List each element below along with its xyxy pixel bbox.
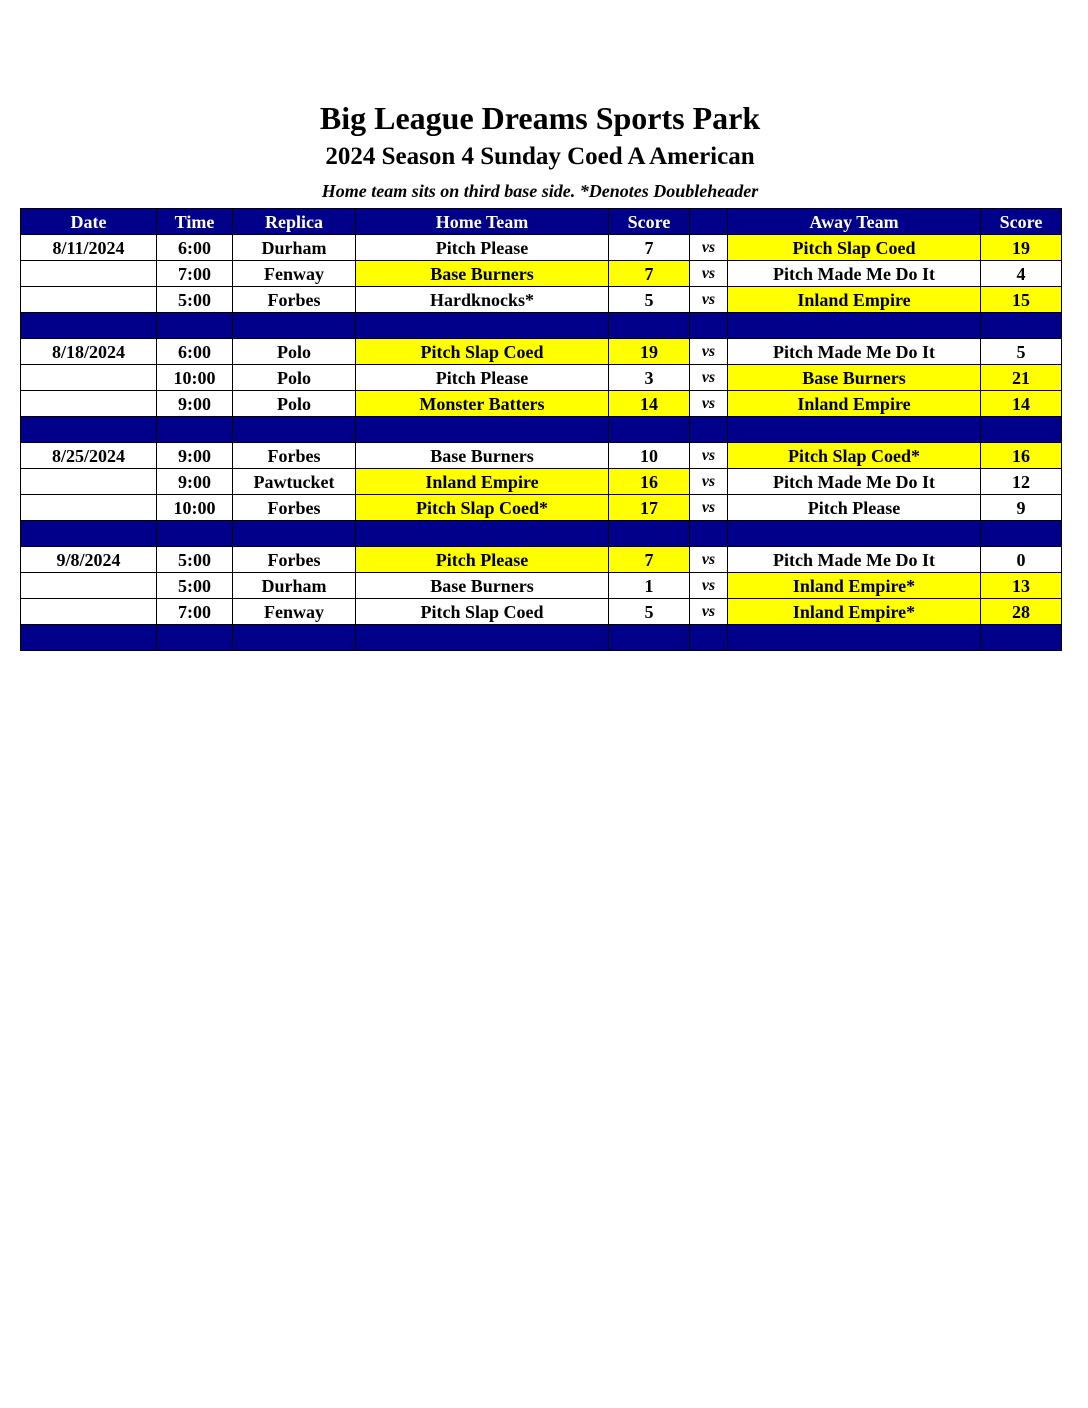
game-date <box>21 495 157 521</box>
home-team: Pitch Slap Coed <box>356 339 609 365</box>
vs-label: vs <box>690 495 728 521</box>
home-team: Pitch Slap Coed* <box>356 495 609 521</box>
game-time: 5:00 <box>157 573 233 599</box>
vs-label: vs <box>690 573 728 599</box>
column-header-away-team: Away Team <box>728 209 981 235</box>
away-score: 19 <box>981 235 1062 261</box>
home-score: 5 <box>609 287 690 313</box>
game-date <box>21 599 157 625</box>
game-replica: Pawtucket <box>233 469 356 495</box>
home-score: 7 <box>609 235 690 261</box>
table-row <box>21 495 1062 521</box>
away-team: Pitch Made Me Do It <box>728 469 981 495</box>
home-score: 7 <box>609 547 690 573</box>
table-row <box>21 547 1062 573</box>
schedule-note: Home team sits on third base side. *Denotes Doubleheader <box>321 181 759 201</box>
table-row <box>21 235 1062 261</box>
game-time: 5:00 <box>157 547 233 573</box>
game-date <box>21 365 157 391</box>
away-score: 4 <box>981 261 1062 287</box>
separator-cell <box>690 521 728 547</box>
page-title: Big League Dreams Sports Park <box>319 100 761 136</box>
table-row <box>21 573 1062 599</box>
away-team: Pitch Slap Coed* <box>728 443 981 469</box>
game-time: 9:00 <box>157 391 233 417</box>
away-score: 12 <box>981 469 1062 495</box>
game-date <box>21 391 157 417</box>
separator-cell <box>981 521 1062 547</box>
separator-cell <box>690 417 728 443</box>
separator-cell <box>233 521 356 547</box>
column-header-vs <box>690 209 728 235</box>
vs-label: vs <box>690 339 728 365</box>
week-separator-row <box>21 625 1062 651</box>
separator-cell <box>609 521 690 547</box>
away-team: Pitch Slap Coed <box>728 235 981 261</box>
game-replica: Polo <box>233 391 356 417</box>
game-date <box>21 261 157 287</box>
game-replica: Durham <box>233 235 356 261</box>
week-separator-row <box>21 417 1062 443</box>
separator-cell <box>609 625 690 651</box>
home-team: Pitch Slap Coed <box>356 599 609 625</box>
game-time: 9:00 <box>157 469 233 495</box>
separator-cell <box>356 625 609 651</box>
separator-cell <box>356 521 609 547</box>
game-replica: Polo <box>233 339 356 365</box>
game-time: 6:00 <box>157 235 233 261</box>
separator-cell <box>981 625 1062 651</box>
separator-cell <box>21 521 157 547</box>
away-team: Inland Empire* <box>728 599 981 625</box>
table-row <box>21 443 1062 469</box>
game-time: 10:00 <box>157 495 233 521</box>
vs-label: vs <box>690 547 728 573</box>
game-replica: Fenway <box>233 261 356 287</box>
separator-cell <box>609 417 690 443</box>
away-score: 13 <box>981 573 1062 599</box>
away-team: Inland Empire <box>728 391 981 417</box>
separator-cell <box>690 313 728 339</box>
home-score: 17 <box>609 495 690 521</box>
away-score: 28 <box>981 599 1062 625</box>
away-score: 15 <box>981 287 1062 313</box>
vs-label: vs <box>690 391 728 417</box>
week-separator-row <box>21 521 1062 547</box>
column-header-away-score: Score <box>981 209 1062 235</box>
separator-cell <box>21 417 157 443</box>
separator-cell <box>728 313 981 339</box>
separator-cell <box>728 521 981 547</box>
home-score: 19 <box>609 339 690 365</box>
schedule-table <box>20 208 1062 651</box>
away-score: 16 <box>981 443 1062 469</box>
column-header-replica: Replica <box>233 209 356 235</box>
table-row <box>21 365 1062 391</box>
away-team: Pitch Made Me Do It <box>728 261 981 287</box>
home-score: 10 <box>609 443 690 469</box>
game-date <box>21 287 157 313</box>
separator-cell <box>356 313 609 339</box>
table-row <box>21 469 1062 495</box>
game-time: 5:00 <box>157 287 233 313</box>
separator-cell <box>21 625 157 651</box>
column-header-home-team: Home Team <box>356 209 609 235</box>
away-team: Pitch Please <box>728 495 981 521</box>
separator-cell <box>157 521 233 547</box>
away-score: 5 <box>981 339 1062 365</box>
game-replica: Forbes <box>233 287 356 313</box>
table-row <box>21 599 1062 625</box>
away-score: 9 <box>981 495 1062 521</box>
home-score: 14 <box>609 391 690 417</box>
table-row <box>21 391 1062 417</box>
game-replica: Durham <box>233 573 356 599</box>
home-team: Base Burners <box>356 261 609 287</box>
table-row <box>21 339 1062 365</box>
home-score: 1 <box>609 573 690 599</box>
separator-cell <box>233 313 356 339</box>
separator-cell <box>356 417 609 443</box>
home-team: Monster Batters <box>356 391 609 417</box>
game-time: 9:00 <box>157 443 233 469</box>
home-score: 7 <box>609 261 690 287</box>
away-team: Pitch Made Me Do It <box>728 339 981 365</box>
away-team: Inland Empire <box>728 287 981 313</box>
home-score: 3 <box>609 365 690 391</box>
separator-cell <box>233 417 356 443</box>
game-date <box>21 573 157 599</box>
game-replica: Forbes <box>233 495 356 521</box>
away-team: Base Burners <box>728 365 981 391</box>
week-separator-row <box>21 313 1062 339</box>
home-team: Base Burners <box>356 573 609 599</box>
separator-cell <box>157 417 233 443</box>
separator-cell <box>233 625 356 651</box>
separator-cell <box>728 417 981 443</box>
home-team: Hardknocks* <box>356 287 609 313</box>
game-time: 7:00 <box>157 261 233 287</box>
home-team: Pitch Please <box>356 365 609 391</box>
game-replica: Forbes <box>233 547 356 573</box>
vs-label: vs <box>690 599 728 625</box>
home-score: 5 <box>609 599 690 625</box>
home-team: Base Burners <box>356 443 609 469</box>
game-date: 9/8/2024 <box>21 547 157 573</box>
home-team: Pitch Please <box>356 235 609 261</box>
vs-label: vs <box>690 261 728 287</box>
season-subtitle: 2024 Season 4 Sunday Coed A American <box>325 143 755 170</box>
home-score: 16 <box>609 469 690 495</box>
separator-cell <box>728 625 981 651</box>
vs-label: vs <box>690 287 728 313</box>
separator-cell <box>981 313 1062 339</box>
game-date <box>21 469 157 495</box>
table-row <box>21 287 1062 313</box>
game-time: 6:00 <box>157 339 233 365</box>
game-replica: Polo <box>233 365 356 391</box>
separator-cell <box>21 313 157 339</box>
vs-label: vs <box>690 365 728 391</box>
game-date: 8/18/2024 <box>21 339 157 365</box>
separator-cell <box>157 313 233 339</box>
column-header-date: Date <box>21 209 157 235</box>
game-time: 10:00 <box>157 365 233 391</box>
table-row <box>21 261 1062 287</box>
column-header-home-score: Score <box>609 209 690 235</box>
home-team: Inland Empire <box>356 469 609 495</box>
away-score: 14 <box>981 391 1062 417</box>
separator-cell <box>690 625 728 651</box>
away-team: Inland Empire* <box>728 573 981 599</box>
game-replica: Forbes <box>233 443 356 469</box>
vs-label: vs <box>690 469 728 495</box>
game-date: 8/11/2024 <box>21 235 157 261</box>
separator-cell <box>609 313 690 339</box>
away-score: 21 <box>981 365 1062 391</box>
vs-label: vs <box>690 235 728 261</box>
header-row <box>21 209 1062 235</box>
away-score: 0 <box>981 547 1062 573</box>
game-replica: Fenway <box>233 599 356 625</box>
away-team: Pitch Made Me Do It <box>728 547 981 573</box>
vs-label: vs <box>690 443 728 469</box>
separator-cell <box>157 625 233 651</box>
game-time: 7:00 <box>157 599 233 625</box>
column-header-time: Time <box>157 209 233 235</box>
schedule-body <box>21 235 1062 651</box>
game-date: 8/25/2024 <box>21 443 157 469</box>
separator-cell <box>981 417 1062 443</box>
home-team: Pitch Please <box>356 547 609 573</box>
